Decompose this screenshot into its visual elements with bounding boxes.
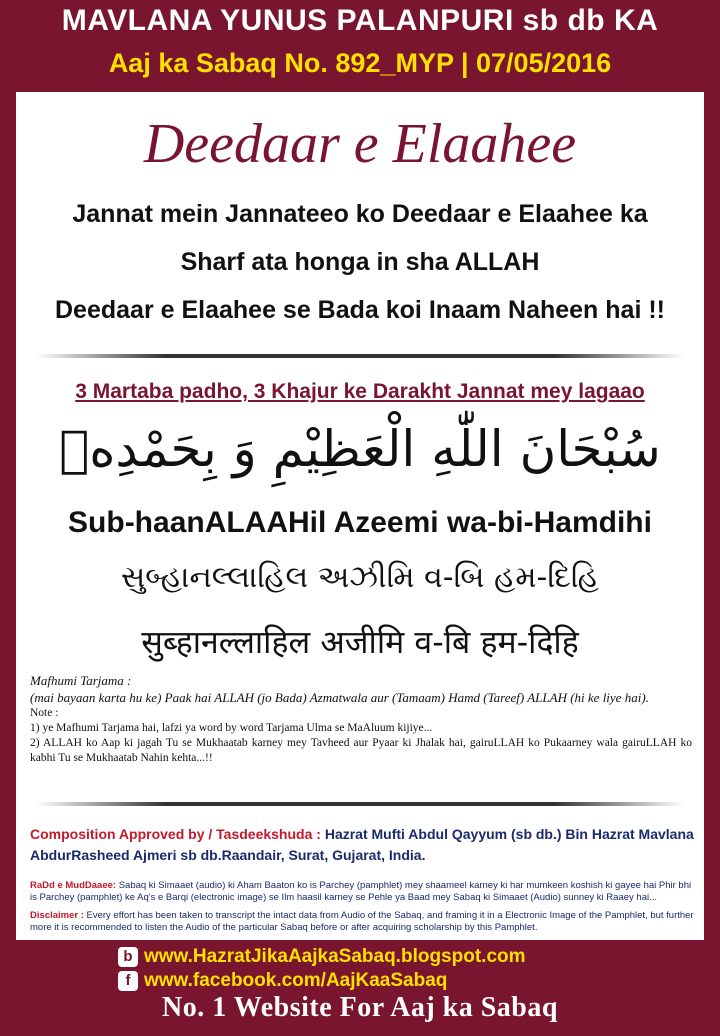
note-label: Note : xyxy=(30,707,59,719)
approval-text: Hazrat Mufti Abdul Qayyum (sb db.) Bin Hazrat Mavlana AbdurRasheed Ajmeri sb db.Raandair, Surat, Gujarat, India. xyxy=(30,826,694,863)
header-subtitle: Aaj ka Sabaq No. 892_MYP | 07/05/2016 xyxy=(108,48,612,78)
intro-line-1: Jannat mein Jannateeo ko Deedaar e Elaahee ka xyxy=(72,200,648,228)
radd-block xyxy=(30,880,694,904)
intro-line-2: Sharf ata honga in sha ALLAH xyxy=(180,248,540,276)
radd-label: RaDd e MudDaaee: xyxy=(30,880,117,891)
tarjama-heading: Mafhumi Tarjama : xyxy=(30,673,132,688)
tarjama-text: (mai bayaan karta hu ke) Paak hai ALLAH (jo Bada) Azmatwala aur (Tamaam) Hamd (Tareef) ALLAH (hi ke liye hai). xyxy=(30,690,649,705)
footer-tagline: No. 1 Website For Aaj ka Sabaq xyxy=(162,992,558,1023)
page-title: Deedaar e Elaahee xyxy=(143,113,577,175)
disclaimer-text: Every effort has been taken to transcript the intact data from Audio of the Sabaq, and framing it in a Electronic Image of the Pamphlet, but further more it is recommended to listen the Audio of the particular Sabaq before or after acquiring scholarship by this Pamphlet. xyxy=(30,910,694,933)
facebook-icon: f xyxy=(118,971,138,991)
transliteration-text: Sub-haanALAAHil Azeemi wa-bi-Hamdihi xyxy=(68,506,652,539)
arabic-text: سُبْحَانَ اللّٰهِ الْعَظِيْمِ وَ بِحَمْدِهٖ xyxy=(59,420,661,478)
approval-block xyxy=(30,824,694,866)
blogger-icon: b xyxy=(118,947,138,967)
note-2: 2) ALLAH ko Aap ki jagah Tu se Mukhaatab karney mey Tavheed aur Pyaar ki Jhalak hai, gairuLLAH ko Pukaarney wala gairuLLAH ko kabhi Tu se Mukhaatab Nahin kehta...!! xyxy=(30,737,692,764)
blog-link[interactable]: www.HazratJikaAajkaSabaq.blogspot.com xyxy=(144,946,526,967)
disclaimer-block xyxy=(30,910,694,934)
tarjama-block xyxy=(30,672,692,766)
facebook-link-row[interactable] xyxy=(118,970,718,992)
intro-line-3: Deedaar e Elaahee se Bada koi Inaam Naheen hai !! xyxy=(55,296,665,324)
gujarati-text: સુબ્હાનલ્લાહિલ અઝીમિ વ-બિ હમ-દિહિ xyxy=(120,560,600,595)
content-card xyxy=(16,92,704,940)
divider xyxy=(36,354,684,358)
radd-text: Sabaq ki Simaaet (audio) ki Aham Baaton ko is Parchey (pamphlet) mey shaameel karney ki har mumkeen koshish ki gayee hai Phir bhi is Parchey (pamphlet) ke Aq's e Barqi (electronic image) se Ilm haasil karney se Pehle ya Baad mey Sabaq ki Simaaet (Audio) sunney ki Raaey hai... xyxy=(30,880,692,903)
hindi-text: सुब्हानल्लाहिल अजीमि व-बि हम-दिहि xyxy=(141,623,579,661)
note-1: 1) ye Mafhumi Tarjama hai, lafzi ya word by word Tarjama Ulma se MaAluum kijiye... xyxy=(30,722,433,734)
instruction-line: 3 Martaba padho, 3 Khajur ke Darakht Jannat mey lagaao xyxy=(75,380,645,403)
approval-label: Composition Approved by / Tasdeekshuda : xyxy=(30,826,321,842)
disclaimer-label: Disclaimer : xyxy=(30,910,84,921)
header-title: MAVLANA YUNUS PALANPURI sb db KA xyxy=(61,4,659,37)
blog-link-row[interactable] xyxy=(118,946,718,968)
divider xyxy=(36,802,684,806)
facebook-link[interactable]: www.facebook.com/AajKaaSabaq xyxy=(144,970,448,991)
